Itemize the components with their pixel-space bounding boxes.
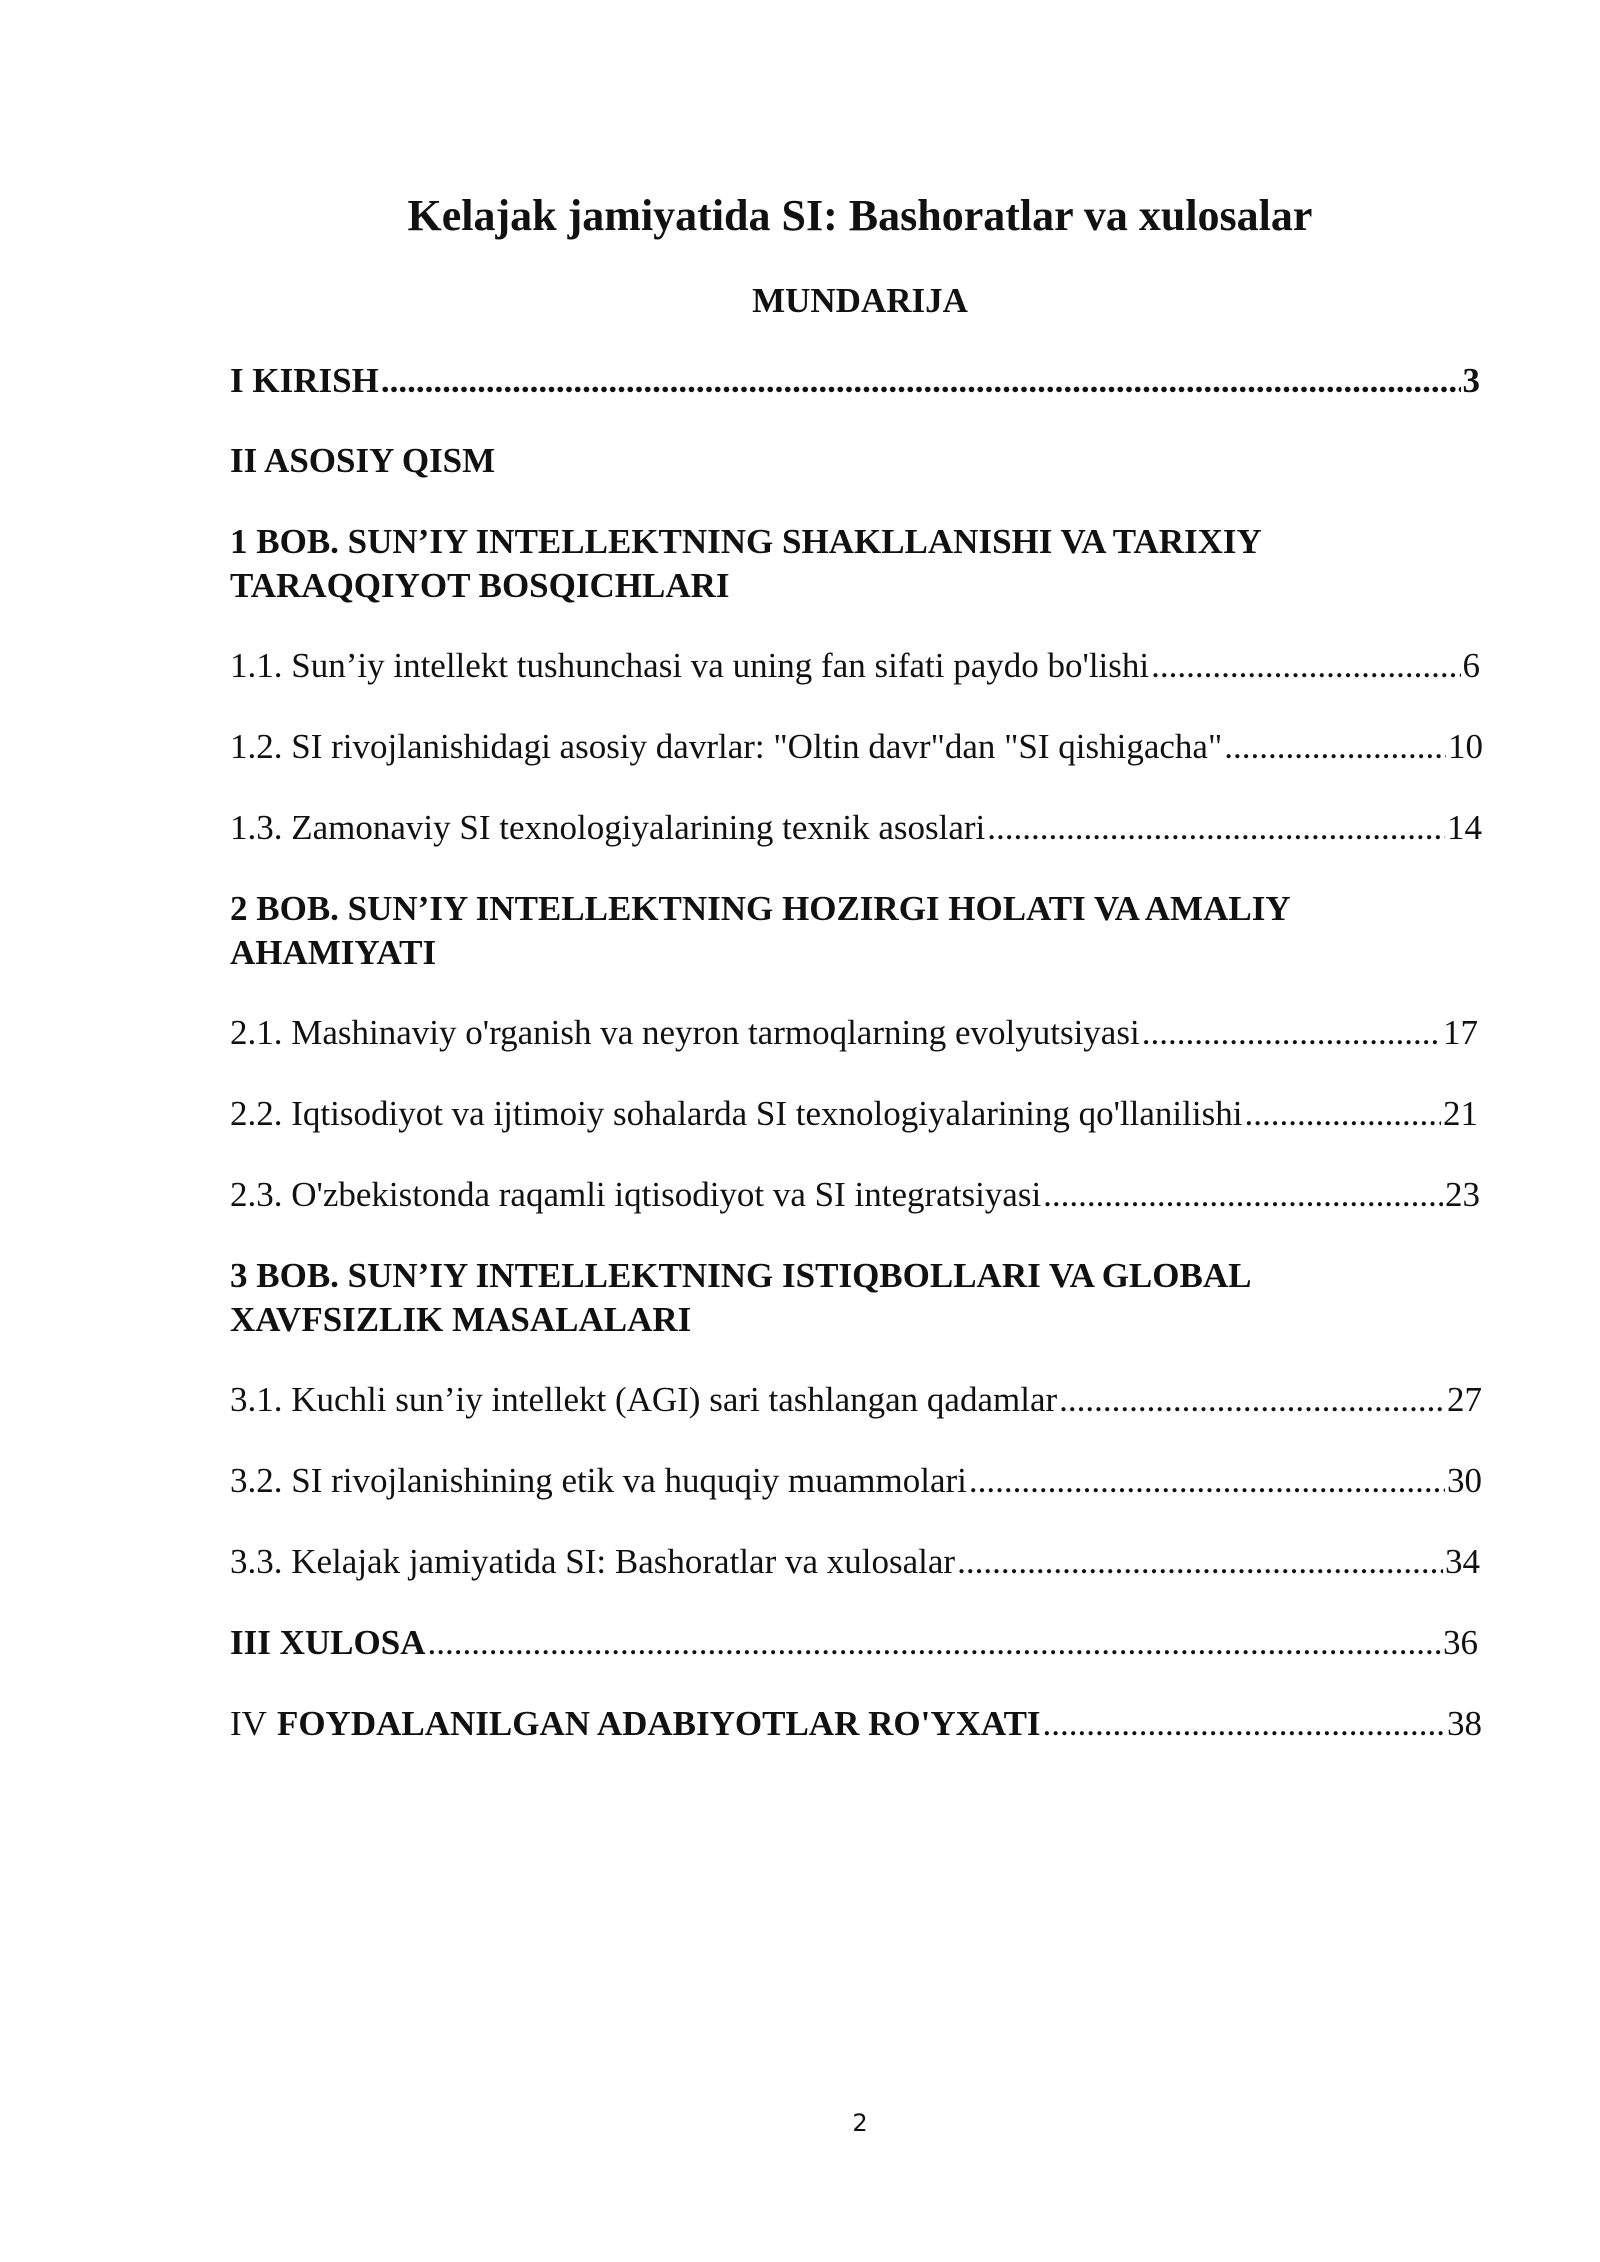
toc-leader-dots	[969, 1459, 1445, 1503]
toc-entry-1-2[interactable]	[230, 725, 1483, 769]
toc-entry-page: 6	[1462, 646, 1480, 685]
toc-entry-page: 38	[1447, 1704, 1482, 1743]
page-number: 2	[852, 2109, 868, 2137]
toc-entry-label: FOYDALANILGAN ADABIYOTLAR RO'YXATI	[276, 1704, 1041, 1743]
toc-entry-page: 30	[1447, 1461, 1482, 1500]
document-title: Kelajak jamiyatida SI: Bashoratlar va xulosalar	[407, 191, 1313, 240]
toc-entry-3-3[interactable]	[230, 1540, 1480, 1584]
toc-leader-dots	[381, 359, 1461, 403]
toc-entry-label: 2.1. Mashinaviy o'rganish va neyron tarmoqlarning evolyutsiyasi	[230, 1013, 1140, 1052]
toc-entry-page: 34	[1445, 1542, 1480, 1581]
toc-leader-dots	[1059, 1378, 1445, 1422]
toc-entry-page: 27	[1447, 1380, 1482, 1419]
toc-entry-page: 36	[1443, 1623, 1478, 1662]
toc-entry-2-1[interactable]	[230, 1011, 1478, 1055]
toc-entry-label: II ASOSIY QISM	[230, 441, 496, 480]
toc-entry-page: 10	[1448, 727, 1483, 766]
toc-entry-2-2[interactable]	[230, 1092, 1478, 1136]
toc-entry-page: 14	[1447, 808, 1482, 847]
toc-entry-page: 21	[1443, 1094, 1478, 1133]
toc-entry-intro[interactable]	[230, 359, 1480, 403]
toc-entry-main-part[interactable]	[230, 439, 495, 483]
toc-entry-label: III XULOSA	[230, 1623, 426, 1662]
toc-chapter-2-title[interactable]: 2 BOB. SUN’IY INTELLEKTNING HOZIRGI HOLATI VA AMALIY AHAMIYATI	[230, 889, 1290, 972]
toc-leader-dots	[1244, 1092, 1441, 1136]
toc-leader-dots	[957, 1540, 1443, 1584]
toc-entry-3-2[interactable]	[230, 1459, 1482, 1503]
toc-entry-label: 2.2. Iqtisodiyot va ijtimoiy sohalarda SI texnologiyalarining qo'llanilishi	[230, 1094, 1243, 1133]
toc-heading: MUNDARIJA	[752, 281, 968, 320]
toc-entry-label: I KIRISH	[230, 361, 379, 400]
toc-chapter-3-title[interactable]: 3 BOB. SUN’IY INTELLEKTNING ISTIQBOLLARI VA GLOBAL XAVFSIZLIK MASALALARI	[230, 1256, 1250, 1339]
toc-leader-dots	[987, 806, 1445, 850]
toc-entry-label: 3.1. Kuchli sun’iy intellekt (AGI) sari tashlangan qadamlar	[230, 1380, 1058, 1419]
toc-entry-1-1[interactable]	[230, 644, 1480, 688]
toc-chapter-1-title[interactable]: 1 BOB. SUN’IY INTELLEKTNING SHAKLLANISHI VA TARIXIY TARAQQIYOT BOSQICHLARI	[230, 522, 1261, 605]
toc-entry-label: 3.3. Kelajak jamiyatida SI: Bashoratlar va xulosalar	[230, 1542, 956, 1581]
toc-leader-dots	[427, 1621, 1441, 1665]
toc-entry-label: 3.2. SI rivojlanishining etik va huquqiy muammolari	[230, 1461, 967, 1500]
toc-entry-label: 1.3. Zamonaviy SI texnologiyalarining texnik asoslari	[230, 808, 986, 847]
toc-entry-page: 3	[1462, 361, 1480, 400]
toc-entry-2-3[interactable]	[230, 1173, 1480, 1217]
toc-entry-label: 2.3. O'zbekistonda raqamli iqtisodiyot va SI integratsiyasi	[230, 1175, 1042, 1214]
toc-leader-dots	[1043, 1702, 1445, 1746]
toc-entry-page: 23	[1445, 1175, 1480, 1214]
toc-entry-references[interactable]	[230, 1702, 1482, 1746]
toc-entry-page: 17	[1443, 1013, 1478, 1052]
toc-entry-label: 1.1. Sun’iy intellekt tushunchasi va uning fan sifati paydo bo'lishi	[230, 646, 1150, 685]
toc-leader-dots	[1151, 644, 1460, 688]
toc-leader-dots	[1224, 725, 1446, 769]
toc-entry-prefix: IV	[230, 1704, 267, 1743]
toc-leader-dots	[1043, 1173, 1443, 1217]
toc-entry-label: 1.2. SI rivojlanishidagi asosiy davrlar: "Oltin davr"dan "SI qishigacha"	[230, 727, 1223, 766]
toc-entry-conclusion[interactable]	[230, 1621, 1478, 1665]
toc-entry-3-1[interactable]	[230, 1378, 1482, 1422]
toc-leader-dots	[1142, 1011, 1441, 1055]
toc-entry-1-3[interactable]	[230, 806, 1482, 850]
